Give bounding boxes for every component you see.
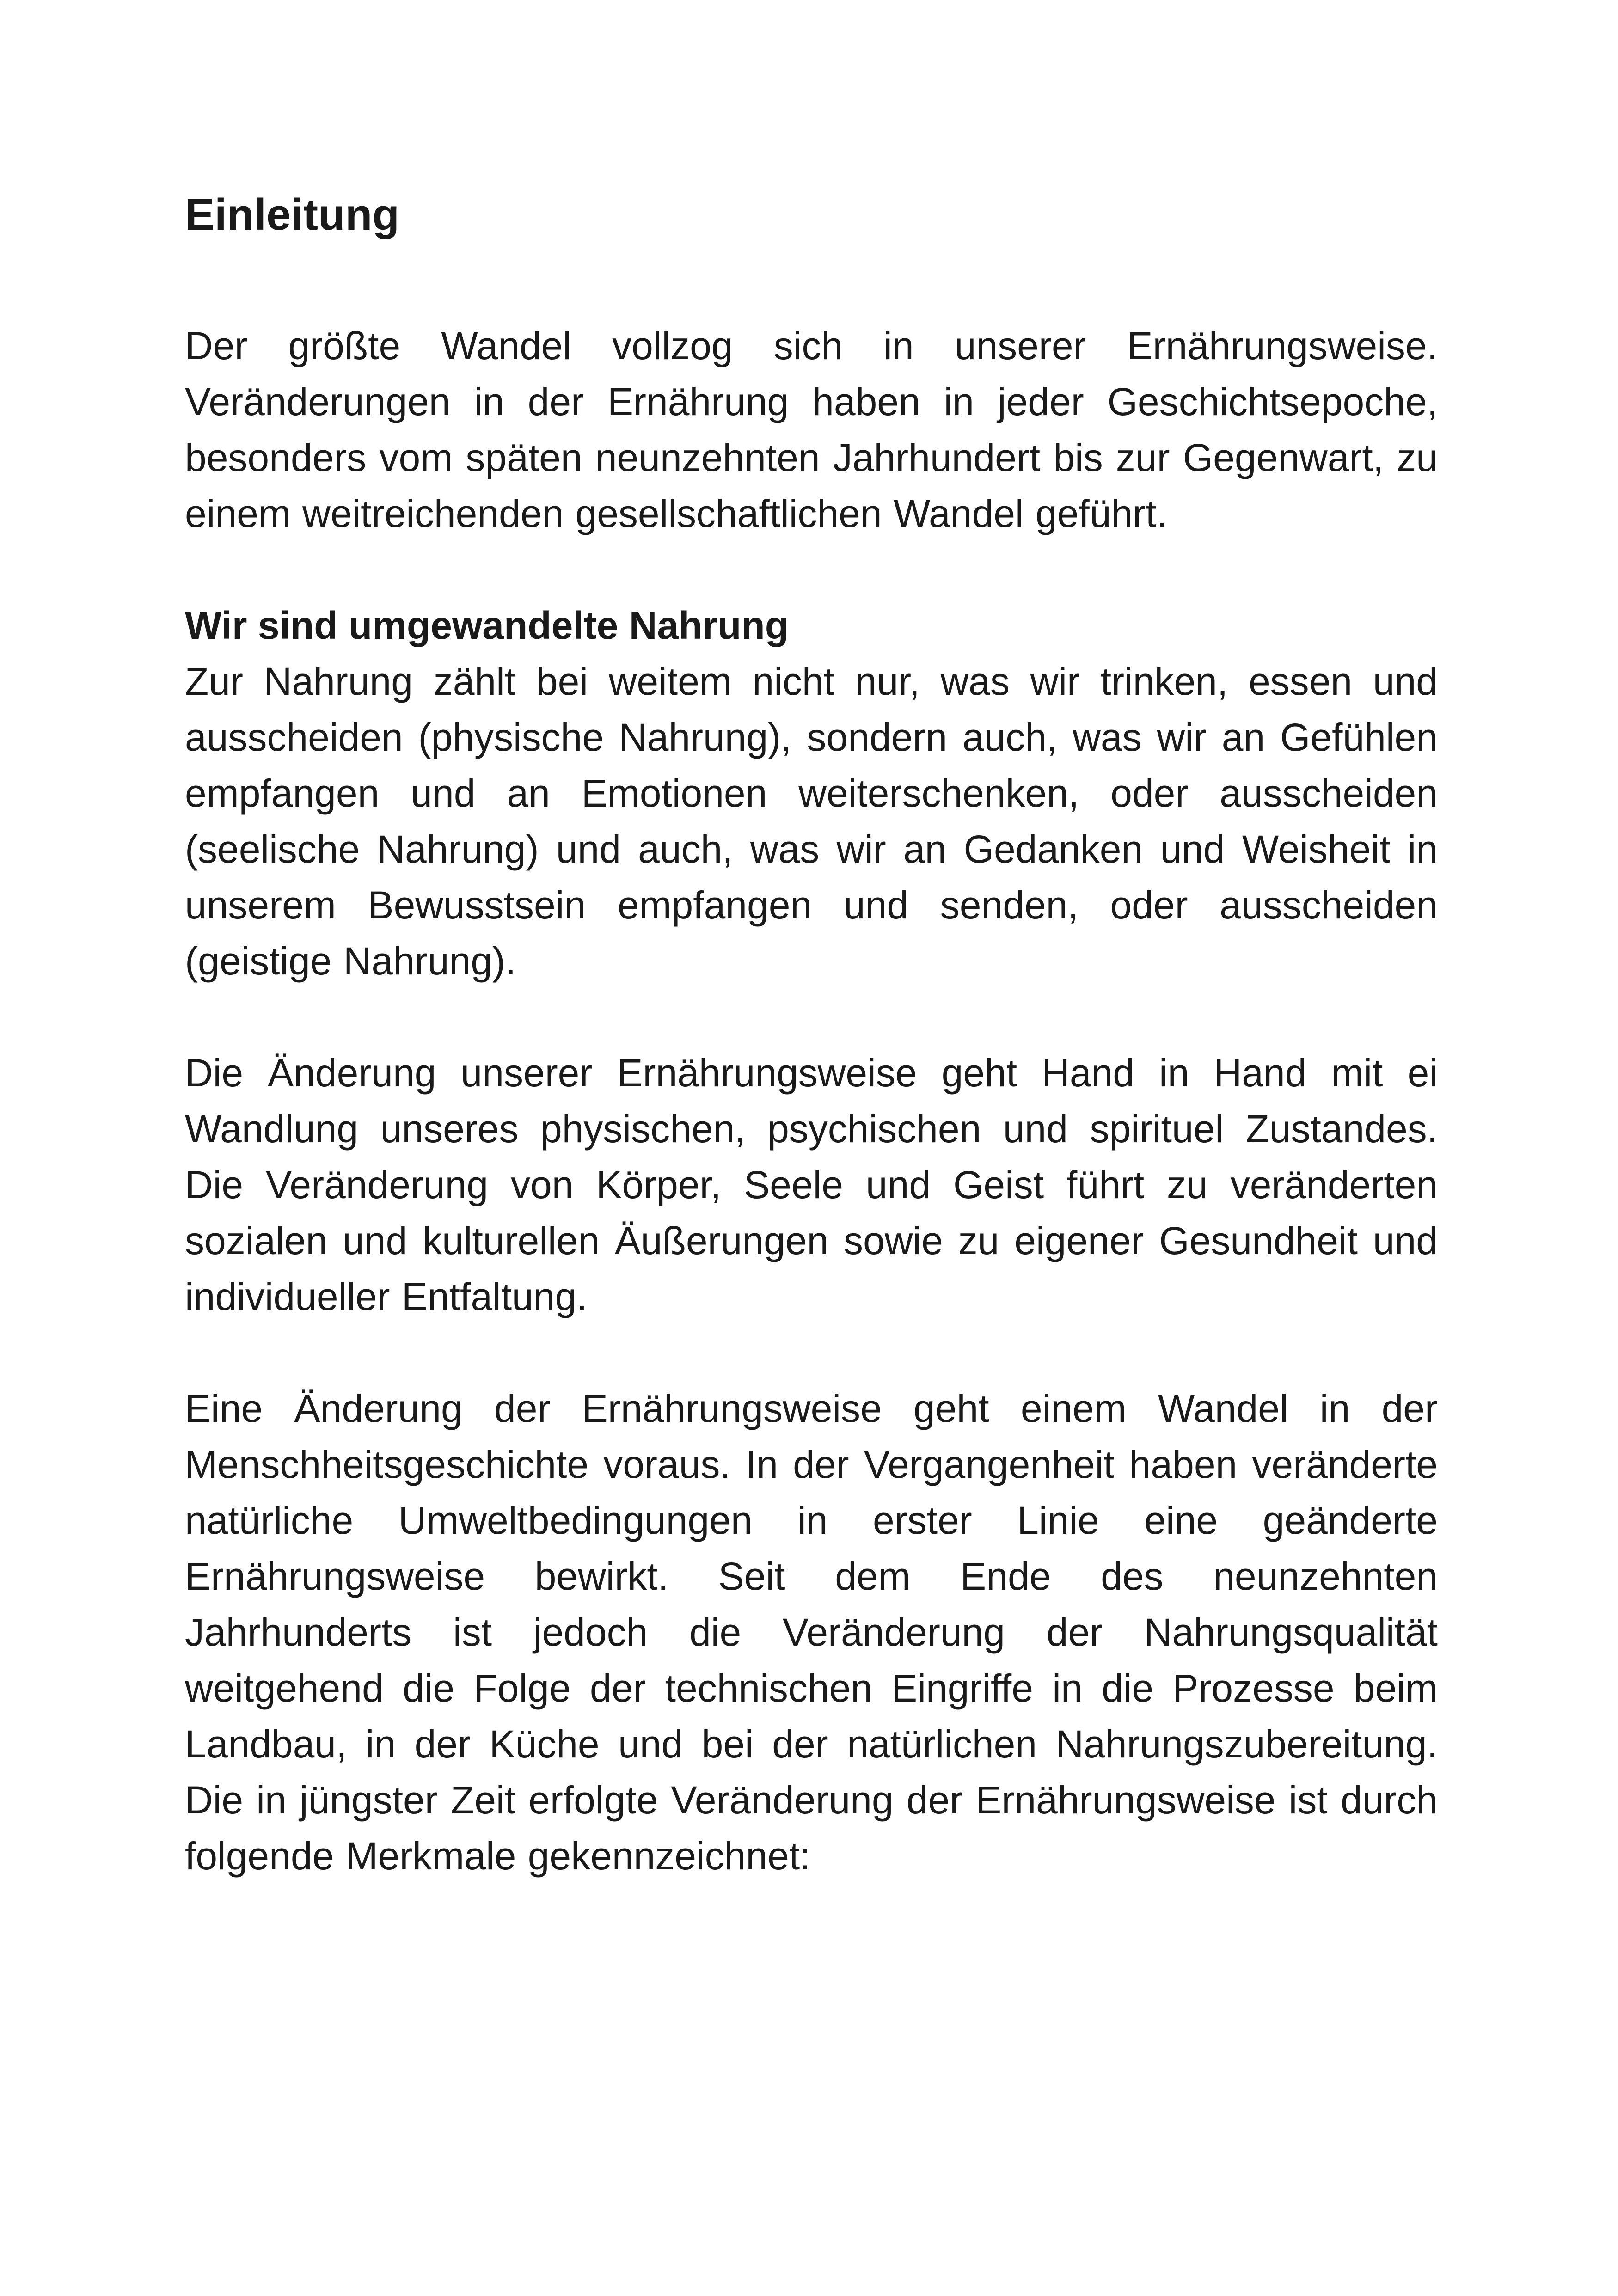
paragraph-geschichte: Eine Änderung der Ernährungsweise geht einem Wandel in der Menschheitsgeschichte voraus. In der Vergangenheit haben veränderte natürliche Umweltbedingungen in erster Linie eine geänderte Ernährungsweise bewirkt. Seit dem Ende des neunzehnten Jahrhunderts ist jedoch die Veränderung der Nahrungsqualität weitgehend die Folge der technischen Eingriffe in die Prozesse beim Landbau, in der Küche und bei der natürlichen Nahrungszubereitung. Die in jüngster Zeit erfolgte Veränderung der Ernährungsweise ist durch folgende Merkmale gekennzeichnet: bbox=[185, 1387, 1438, 1878]
paragraph-nahrung: Zur Nahrung zählt bei weitem nicht nur, was wir trinken, essen und ausscheiden (physische Nahrung), sondern auch, was wir an Gefühlen empfangen und an Emotionen weiterschenken, oder ausscheiden (seelische Nahrung) und auch, was wir an Gedanken und Weisheit in unserem Bewusstsein empfangen und senden, oder ausscheiden (geistige Nahrung). bbox=[185, 660, 1438, 983]
paragraph-intro: Der größte Wandel vollzog sich in unserer Ernährungsweise. Veränderungen in der Ernährung haben in jeder Geschichtsepoche, besonders vom späten neunzehnten Jahrhundert bis zur Gegenwart, zu einem weitreichenden gesellschaftlichen Wandel geführt. bbox=[185, 324, 1438, 535]
page-title: Einleitung bbox=[185, 190, 399, 239]
paragraph-wandlung: Die Änderung unserer Ernährungsweise geht Hand in Hand mit ei Wandlung unseres physischen, psychischen und spirituel Zustandes. Die Veränderung von Körper, Seele und Geist führt zu veränderten sozialen und kulturellen Äußerungen sowie zu eigener Gesundheit und individueller Entfaltung. bbox=[185, 1051, 1438, 1318]
document-body bbox=[185, 185, 1438, 1884]
section-heading-nahrung: Wir sind umgewandelte Nahrung bbox=[185, 604, 789, 647]
